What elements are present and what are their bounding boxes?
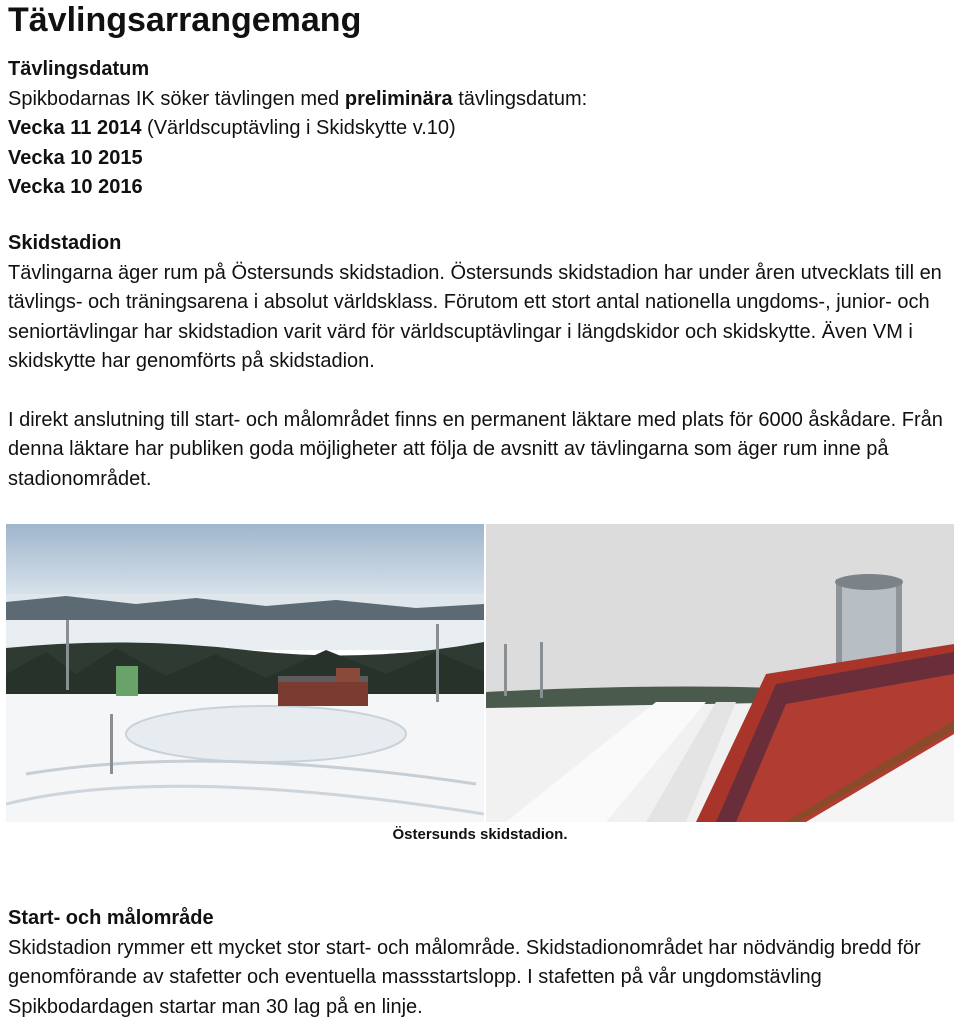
stadium-heading: Skidstadion	[8, 229, 953, 259]
photo-caption: Östersunds skidstadion.	[0, 826, 960, 843]
date-2016: Vecka 10 2016	[8, 173, 953, 203]
grandstand-illustration	[486, 524, 954, 822]
dates-intro	[8, 85, 953, 115]
aerial-stadium-photo	[6, 524, 484, 822]
date-2014: Vecka 11 2014	[8, 117, 141, 139]
start-finish-paragraph: Skidstadion rymmer ett mycket stor start- och målområde. Skidstadionområdet har nödvändig bredd för genomförande av stafetter och eventuella massstartslopp. I stafetten på vår ungdomstävling Spikbodardagen startar man 30 lag på en linje.	[8, 934, 953, 1022]
grandstand-photo	[486, 524, 954, 822]
page-title: Tävlingsarrangemang	[8, 0, 361, 40]
start-finish-section	[8, 904, 953, 1022]
stadium-paragraph-2: I direkt anslutning till start- och målområdet finns en permanent läktare med plats för 6000 åskådare. Från denna läktare har publiken goda möjligheter att följa de avsnitt av tävlingarna som äger rum inne på stadionområdet.	[8, 406, 953, 495]
dates-intro-pre: Spikbodarnas IK söker tävlingen med	[8, 88, 345, 110]
aerial-stadium-illustration	[6, 524, 484, 822]
date-2015: Vecka 10 2015	[8, 144, 953, 174]
photo-row	[6, 524, 954, 822]
dates-intro-post: tävlingsdatum:	[453, 88, 588, 110]
stadium-paragraph-1: Tävlingarna äger rum på Östersunds skidstadion. Östersunds skidstadion har under åren utvecklats till en tävlings- och träningsarena i absolut världsklass. Förutom ett stort antal nationella ungdoms-, junior- och seniortävlingar har skidstadion varit värd för världscuptävlingar i längdskidor och skidskytte. Även VM i skidskytte har genomförts på skidstadion.	[8, 259, 953, 377]
date-line-2014	[8, 114, 953, 144]
dates-intro-bold: preliminära	[345, 88, 453, 110]
dates-heading: Tävlingsdatum	[8, 55, 953, 85]
date-2014-note: (Världscuptävling i Skidskytte v.10)	[141, 117, 455, 139]
stadium-section	[8, 229, 953, 494]
start-finish-heading: Start- och målområde	[8, 904, 953, 934]
dates-section	[8, 55, 953, 203]
